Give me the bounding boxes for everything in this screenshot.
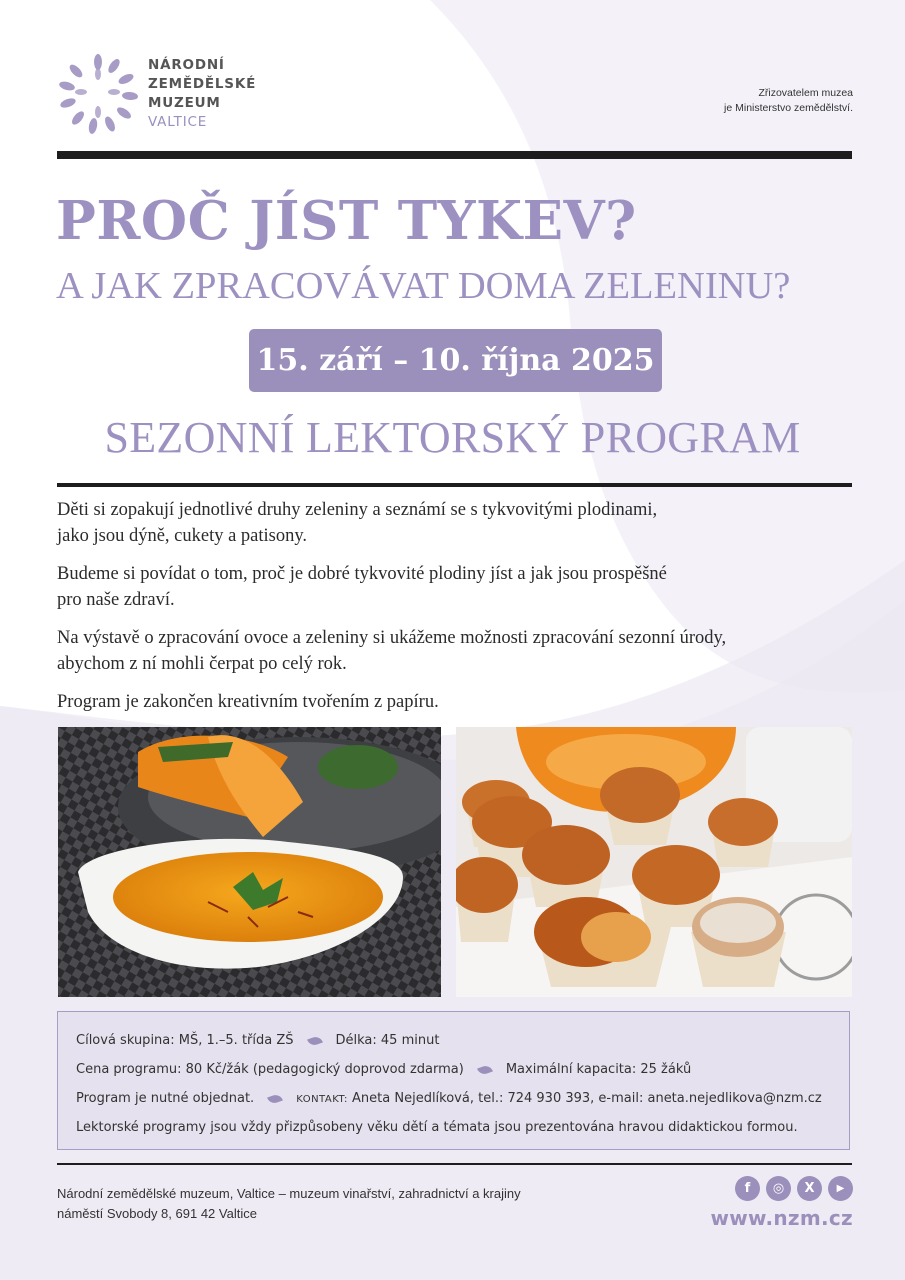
description-line: jako jsou dýně, cukety a patisony. [57,526,308,546]
logo-line: MUZEUM [148,95,221,111]
address-line: náměstí Svobody 8, 691 42 Valtice [57,1206,257,1221]
footer-address [57,1184,521,1224]
logo-line: VALTICE [148,114,208,130]
section-divider [57,483,852,487]
info-line-contact [76,1084,849,1113]
founder-note [724,86,853,116]
address-line: Národní zemědělské muzeum, Valtice – muzeum vinařství, zahradnictví a krajiny [57,1186,521,1201]
info-line-price [76,1055,849,1084]
target-group: Cílová skupina: MŠ, 1.–5. třída ZŠ [76,1033,294,1048]
wreath-icon [56,52,140,136]
program-type-heading: SEZONNÍ LEKTORSKÝ PROGRAM [104,413,801,462]
description-line: abychom z ní mohli čerpat po celý rok. [57,654,347,674]
info-line-target [76,1026,849,1055]
description-paragraph [57,497,847,549]
program-description [57,497,847,727]
duration: Délka: 45 minut [335,1033,440,1048]
pumpkin-soup-photo [58,727,441,997]
founder-line: je Ministerstvo zemědělství. [724,102,853,114]
facebook-icon[interactable]: f [735,1176,760,1201]
footer-divider [57,1163,852,1165]
program-note: Lektorské programy jsou vždy přizpůsobeny věku dětí a témata jsou prezentována hravou didaktickou formou. [76,1120,798,1135]
date-badge: 15. září – 10. října 2025 [249,329,662,392]
x-icon[interactable]: X [797,1176,822,1201]
leaf-bullet-icon [267,1092,283,1104]
info-line-note [76,1113,849,1142]
website-link[interactable]: www.nzm.cz [710,1206,853,1230]
contact-label: KONTAKT: [296,1094,348,1105]
pumpkin-muffins-photo [456,727,852,997]
top-divider [57,151,852,159]
leaf-bullet-icon [477,1063,493,1075]
leaf-bullet-icon [307,1034,323,1046]
contact-details[interactable]: Aneta Nejedlíková, tel.: 724 930 393, e-mail: aneta.nejedlikova@nzm.cz [352,1091,822,1106]
description-paragraph [57,689,847,715]
museum-logo[interactable] [56,52,256,136]
description-paragraph [57,625,847,677]
description-line: Děti si zopakují jednotlivé druhy zeleniny a seznámí se s tykvovitými plodinami, [57,500,658,520]
secondary-title: A JAK ZPRACOVÁVAT DOMA ZELENINU? [56,265,791,307]
capacity: Maximální kapacita: 25 žáků [505,1062,692,1077]
instagram-icon[interactable]: ◎ [766,1176,791,1201]
logo-text [148,56,256,132]
main-title: PROČ JÍST TYKEV? [56,190,637,252]
founder-line: Zřizovatelem muzea [758,87,853,99]
program-info-box [57,1011,850,1150]
social-links [735,1176,853,1201]
description-line: pro naše zdraví. [57,590,175,610]
price: Cena programu: 80 Kč/žák (pedagogický doprovod zdarma) [76,1062,464,1077]
description-line: Na výstavě o zpracování ovoce a zeleniny si ukážeme možnosti zpracování sezonní úrody, [57,628,727,648]
logo-line: NÁRODNÍ [148,57,225,73]
description-line: Program je zakončen kreativním tvořením z papíru. [57,692,439,712]
youtube-icon[interactable]: ▶ [828,1176,853,1201]
description-line: Budeme si povídat o tom, proč je dobré tykvovité plodiny jíst a jak jsou prospěšné [57,564,667,584]
booking-note: Program je nutné objednat. [76,1091,255,1106]
logo-line: ZEMĚDĚLSKÉ [148,76,257,92]
description-paragraph [57,561,847,613]
